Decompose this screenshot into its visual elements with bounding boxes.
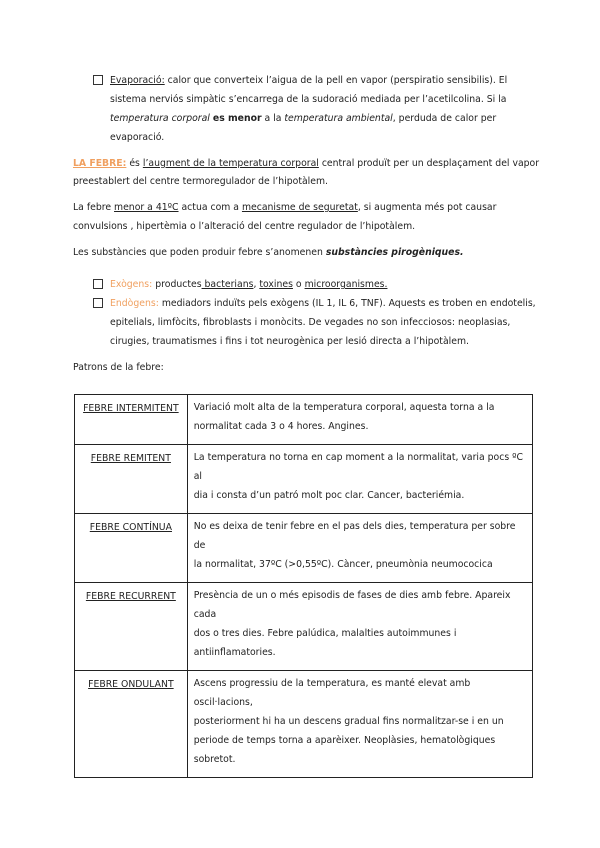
table-row bbox=[75, 395, 533, 445]
pattern-description-cell bbox=[187, 514, 532, 583]
pattern-description-line: Presència de un o més episodis de fases de dies amb febre. Apareix cada bbox=[193, 590, 511, 620]
text: La febre bbox=[73, 202, 115, 213]
evaporacio-text: calor que converteix l’aigua de la pell en vapor (perspiratio sensibilis). El bbox=[164, 75, 508, 86]
pirogeniques-line bbox=[73, 243, 464, 262]
pattern-name: FEBRE ONDULANT bbox=[88, 679, 174, 690]
checkbox-evaporacio[interactable] bbox=[93, 75, 103, 87]
exogens-line bbox=[110, 275, 387, 294]
pattern-name: FEBRE INTERMITENT bbox=[83, 403, 179, 414]
evaporacio-line-4: evaporació. bbox=[110, 132, 165, 143]
pattern-name: FEBRE REMITENT bbox=[90, 453, 171, 464]
pattern-name-cell bbox=[75, 671, 188, 778]
text: mediadors induïts pels exògens (IL 1, IL 6, TNF). Aquests es troben en endotelis, bbox=[158, 298, 536, 309]
pattern-name: FEBRE CONTÍNUA bbox=[89, 522, 172, 533]
evaporacio-term: Evaporació: bbox=[110, 75, 165, 86]
text: , perduda de calor per bbox=[392, 113, 497, 124]
underlined-bacterians: bacterians bbox=[201, 279, 254, 290]
text: a la bbox=[261, 113, 285, 124]
pattern-description-line: antiinflamatories. bbox=[193, 647, 276, 658]
checkbox-exogens[interactable] bbox=[93, 279, 103, 291]
underlined-augment: l’augment de la temperatura corporal bbox=[142, 158, 319, 169]
checkbox-icon[interactable] bbox=[93, 279, 103, 289]
checkbox-icon[interactable] bbox=[93, 75, 103, 85]
febre-label: LA FEBRE: bbox=[73, 158, 127, 169]
pattern-description-line: la normalitat, 37ºC (>0,55ºC). Càncer, pneumònia neumococica bbox=[193, 559, 493, 570]
underlined-menor-41: menor a 41ºC bbox=[114, 202, 179, 213]
endogens-line-3: cirugies, traumatismes i fins i tot neurogènica per lesió directa a l’hipotàlem. bbox=[110, 336, 469, 347]
pattern-description-line: normalitat cada 3 o 4 hores. Angines. bbox=[193, 421, 369, 432]
underlined-mecanisme: mecanisme de seguretat bbox=[241, 202, 358, 213]
checkbox-icon[interactable] bbox=[93, 298, 103, 308]
text: productes bbox=[152, 279, 202, 290]
evaporacio-line-1 bbox=[110, 71, 507, 90]
pattern-description-line: dos o tres dies. Febre palúdica, malalties autoimmunes i bbox=[193, 628, 457, 639]
table-row bbox=[75, 583, 533, 671]
text: , bbox=[253, 279, 260, 290]
evaporacio-line-2: sistema nerviós simpàtic s’encarrega de la sudoració mediada per l’acetilcolina. Si la bbox=[110, 94, 507, 105]
bold-es-menor: es menor bbox=[212, 113, 262, 124]
text: és bbox=[126, 158, 143, 169]
exogens-label: Exògens: bbox=[110, 279, 153, 290]
table-row bbox=[75, 671, 533, 778]
text: , si augmenta més pot causar bbox=[357, 202, 497, 213]
pattern-description-line: La temperatura no torna en cap moment a la normalitat, varia pocs ºC al bbox=[193, 452, 524, 482]
pattern-description-line: No es deixa de tenir febre en el pas dels dies, temperatura per sobre de bbox=[193, 521, 516, 551]
pattern-description-line: Ascens progressiu de la temperatura, es manté elevat amb oscil·lacions, bbox=[193, 678, 471, 708]
text: central produït per un desplaçament del vapor bbox=[318, 158, 540, 169]
table-row bbox=[75, 445, 533, 514]
evaporacio-line-3 bbox=[110, 109, 496, 128]
text: o bbox=[292, 279, 305, 290]
pattern-description-line: dia i consta d’un patró molt poc clar. Cancer, bacteriémia. bbox=[193, 490, 465, 501]
pattern-description-cell bbox=[187, 583, 532, 671]
underlined-microorganismes: microorganismes. bbox=[304, 279, 388, 290]
endogens-label: Endògens: bbox=[110, 298, 159, 309]
pattern-description-cell bbox=[187, 445, 532, 514]
endogens-line-1 bbox=[110, 294, 536, 313]
text: Les substàncies que poden produir febre s’anomenen bbox=[73, 247, 326, 258]
pattern-name-cell bbox=[75, 514, 188, 583]
text: actua com a bbox=[178, 202, 242, 213]
pattern-name-cell bbox=[75, 445, 188, 514]
pattern-description-line: sobretot. bbox=[193, 754, 236, 765]
pattern-name-cell bbox=[75, 583, 188, 671]
italic-temperatura-ambiental: temperatura ambiental bbox=[284, 113, 393, 124]
febre-41-line-1 bbox=[73, 198, 496, 217]
bold-italic-pirogeniques: substàncies pirogèniques. bbox=[325, 247, 464, 258]
italic-temperatura-corporal: temperatura corporal bbox=[110, 113, 210, 124]
underlined-toxines: toxines bbox=[259, 279, 293, 290]
patrons-title: Patrons de la febre: bbox=[73, 362, 164, 373]
pattern-description-line: periode de temps torna a aparèixer. Neoplàsies, hematològiques bbox=[193, 735, 496, 746]
pattern-description-line: Variació molt alta de la temperatura corporal, aquesta torna a la bbox=[193, 402, 495, 413]
febre-def-line-2: preestablert del centre termoregulador de l’hipotàlem. bbox=[73, 176, 328, 187]
table-row bbox=[75, 514, 533, 583]
checkbox-endogens[interactable] bbox=[93, 298, 103, 310]
pattern-description-cell bbox=[187, 671, 532, 778]
pattern-name: FEBRE RECURRENT bbox=[85, 591, 176, 602]
febre-def-line-1 bbox=[73, 154, 539, 173]
pattern-name-cell bbox=[75, 395, 188, 445]
endogens-line-2: epitelials, limfòcits, fibroblasts i monòcits. De vegades no son infecciosos: neoplasias, bbox=[110, 317, 511, 328]
pattern-description-line: posteriorment hi ha un descens gradual fins normalitzar-se i en un bbox=[193, 716, 504, 727]
febre-41-line-2: convulsions , hipertèmia o l’alteració del centre regulador de l’hipotàlem. bbox=[73, 221, 416, 232]
fever-patterns-table bbox=[74, 394, 533, 778]
pattern-description-cell bbox=[187, 395, 532, 445]
